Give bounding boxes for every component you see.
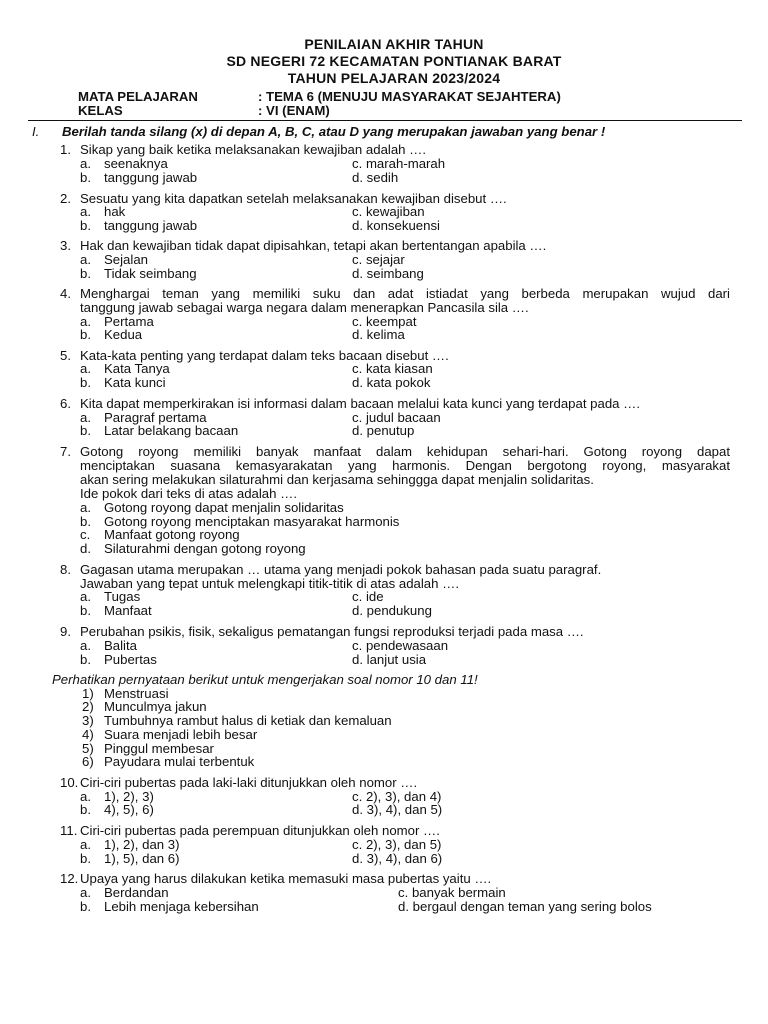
option-b: tanggung jawab [104, 170, 198, 185]
option-a: Pertama [104, 314, 154, 329]
option-a: Paragraf pertama [104, 410, 207, 425]
option-d-letter: d. [352, 603, 363, 618]
note-instruction: Perhatikan pernyataan berikut untuk mengerjakan soal nomor 10 dan 11! [52, 672, 478, 687]
option-d-text: konsekuensi [366, 218, 440, 233]
option-c-letter: c. [398, 885, 409, 900]
option-b-letter: b. [80, 327, 91, 342]
option-c [352, 362, 433, 376]
option-d-letter: d. [352, 375, 363, 390]
option-a: Tugas [104, 589, 141, 604]
option-b: Gotong royong menciptakan masyarakat harmonis [104, 514, 400, 529]
option-c-letter: c. [80, 527, 91, 542]
option-c-text: sejajar [365, 252, 405, 267]
option-a-letter: a. [80, 156, 91, 171]
question-stem: Upaya yang harus dilakukan ketika memasuki masa pubertas yaitu …. [80, 871, 492, 886]
option-b: Lebih menjaga kebersihan [104, 899, 259, 914]
option-b-letter: b. [80, 652, 91, 667]
question-stem: Sesuatu yang kita dapatkan setelah melaksanakan kewajiban disebut …. [80, 191, 507, 206]
option-d [352, 653, 426, 667]
question-number: 10. [60, 775, 79, 790]
option-c-text: ide [365, 589, 384, 604]
option-c-letter: c. [352, 410, 363, 425]
option-d-text: pendukung [366, 603, 432, 618]
option-d [352, 604, 432, 618]
option-b: Kedua [104, 327, 143, 342]
option-c-text: pendewasaan [365, 638, 449, 653]
question-stem-line-2: tanggung jawab sebagai warga negara dalam menerapkan Pancasila sila …. [80, 300, 529, 315]
subject-label: MATA PELAJARAN [78, 89, 198, 104]
list-item-number: 6) [82, 754, 94, 769]
option-c [352, 205, 425, 219]
option-d-letter: d. [352, 652, 363, 667]
option-a-letter: a. [80, 410, 91, 425]
question-number: 12. [60, 871, 79, 886]
option-c-letter: c. [352, 789, 363, 804]
option-b-letter: b. [80, 266, 91, 281]
option-c [398, 886, 506, 900]
option-d-text: kelima [366, 327, 405, 342]
option-c-text: 2), 3), dan 4) [365, 789, 442, 804]
list-item: Payudara mulai terbentuk [104, 754, 255, 769]
option-c [352, 157, 445, 171]
question-stem: Kata-kata penting yang terdapat dalam teks bacaan disebut …. [80, 348, 449, 363]
option-c-text: marah-marah [365, 156, 446, 171]
list-item: Menstruasi [104, 686, 169, 701]
option-c-letter: c. [352, 204, 363, 219]
option-a: seenaknya [104, 156, 168, 171]
class-value: : VI (ENAM) [258, 103, 330, 118]
option-b: Latar belakang bacaan [104, 423, 239, 438]
option-d [352, 803, 442, 817]
option-d [352, 376, 430, 390]
list-item-number: 5) [82, 741, 94, 756]
option-b-letter: b. [80, 899, 91, 914]
question-stem: Ciri-ciri pubertas pada laki-laki ditunjukkan oleh nomor …. [80, 775, 418, 790]
option-d-letter: d. [352, 266, 363, 281]
option-c [352, 639, 448, 653]
option-a: 1), 2), dan 3) [104, 837, 180, 852]
option-d-letter: d. [80, 541, 91, 556]
option-d [352, 424, 414, 438]
list-item-number: 3) [82, 713, 94, 728]
option-b: Pubertas [104, 652, 157, 667]
option-a-letter: a. [80, 252, 91, 267]
option-a-letter: a. [80, 500, 91, 515]
option-d-text: lanjut usia [366, 652, 427, 667]
option-d-text: sedih [366, 170, 399, 185]
question-stem: Sikap yang baik ketika melaksanakan kewajiban adalah …. [80, 142, 427, 157]
list-item: Munculmya jakun [104, 699, 207, 714]
option-d-letter: d. [352, 327, 363, 342]
option-d [352, 219, 440, 233]
option-c-letter: c. [352, 589, 363, 604]
option-a-letter: a. [80, 885, 91, 900]
option-b: 1), 5), dan 6) [104, 851, 180, 866]
question-stem-line-1: Gagasan utama merupakan … utama yang menjadi pokok bahasan pada suatu paragraf. [80, 562, 602, 577]
exam-title: PENILAIAN AKHIR TAHUN [304, 36, 484, 52]
section-number: I. [32, 124, 40, 139]
option-d-letter: d. [352, 851, 363, 866]
option-b-letter: b. [80, 218, 91, 233]
option-c-text: banyak bermain [411, 885, 506, 900]
option-c-letter: c. [352, 252, 363, 267]
option-c-letter: c. [352, 638, 363, 653]
list-item: Tumbuhnya rambut halus di ketiak dan kemaluan [104, 713, 392, 728]
question-number: 8. [60, 562, 71, 577]
option-a: 1), 2), 3) [104, 789, 154, 804]
question-number: 6. [60, 396, 71, 411]
option-d [352, 852, 442, 866]
question-stem: Ciri-ciri pubertas pada perempuan ditunjukkan oleh nomor …. [80, 823, 440, 838]
option-b-letter: b. [80, 170, 91, 185]
school-name: SD NEGERI 72 KECAMATAN PONTIANAK BARAT [226, 53, 562, 69]
option-b: tanggung jawab [104, 218, 198, 233]
option-b: Tidak seimbang [104, 266, 197, 281]
list-item: Suara menjadi lebih besar [104, 727, 258, 742]
question-stem-line-2: Jawaban yang tepat untuk melengkapi titik-titik di atas adalah …. [80, 576, 459, 591]
option-c-text: kata kiasan [365, 361, 433, 376]
option-c-letter: c. [352, 837, 363, 852]
question-stem-line-4: Ide pokok dari teks di atas adalah …. [80, 486, 297, 501]
list-item-number: 4) [82, 727, 94, 742]
option-d-letter: d. [352, 802, 363, 817]
question-stem-line-2: menciptakan suasana kemasyarakatan yang harmonis. Dengan bergotong royong, masyarakat [80, 458, 730, 473]
option-b-letter: b. [80, 603, 91, 618]
school-year: TAHUN PELAJARAN 2023/2024 [287, 70, 501, 86]
option-d [398, 900, 652, 914]
question-number: 1. [60, 142, 71, 157]
option-a: Berdandan [104, 885, 169, 900]
option-c [352, 253, 405, 267]
question-stem: Kita dapat memperkirakan isi informasi dalam bacaan melalui kata kunci yang terdapat pada …. [80, 396, 641, 411]
list-item-number: 1) [82, 686, 94, 701]
option-a: hak [104, 204, 126, 219]
section-instruction: Berilah tanda silang (x) di depan A, B, C, atau D yang merupakan jawaban yang benar ! [62, 124, 606, 139]
option-d [352, 171, 398, 185]
option-d [352, 267, 424, 281]
option-c-letter: c. [352, 361, 363, 376]
option-d-letter: d. [352, 170, 363, 185]
class-label: KELAS [78, 103, 123, 118]
option-a: Sejalan [104, 252, 148, 267]
option-c [352, 590, 384, 604]
question-number: 9. [60, 624, 71, 639]
option-d-text: penutup [366, 423, 415, 438]
option-d-text: kata pokok [366, 375, 431, 390]
option-a-letter: a. [80, 789, 91, 804]
option-d-text: 3), 4), dan 5) [366, 802, 443, 817]
option-c-text: keempat [365, 314, 417, 329]
option-d-letter: d. [398, 899, 409, 914]
option-d: Silaturahmi dengan gotong royong [104, 541, 306, 556]
option-a-letter: a. [80, 589, 91, 604]
option-d-text: 3), 4), dan 6) [366, 851, 443, 866]
option-c-letter: c. [352, 314, 363, 329]
question-stem-line-1: Menghargai teman yang memiliki suku dan adat istiadat yang berbeda merupakan wujud dari [80, 286, 730, 301]
list-item-number: 2) [82, 699, 94, 714]
option-c [352, 838, 441, 852]
option-b-letter: b. [80, 802, 91, 817]
list-item: Pinggul membesar [104, 741, 214, 756]
question-stem-line-1: Gotong royong memiliki banyak manfaat dalam kehidupan sehari-hari. Gotong royong dapat [80, 444, 730, 459]
option-d-text: bergaul dengan teman yang sering bolos [412, 899, 652, 914]
option-d-text: seimbang [366, 266, 424, 281]
header-divider [28, 120, 742, 121]
option-b: Kata kunci [104, 375, 166, 390]
option-c-text: judul bacaan [365, 410, 441, 425]
option-a-letter: a. [80, 361, 91, 376]
option-d-letter: d. [352, 423, 363, 438]
option-c-letter: c. [352, 156, 363, 171]
option-c-text: 2), 3), dan 5) [365, 837, 442, 852]
option-d-letter: d. [352, 218, 363, 233]
option-b-letter: b. [80, 851, 91, 866]
option-a-letter: a. [80, 837, 91, 852]
question-number: 5. [60, 348, 71, 363]
question-number: 2. [60, 191, 71, 206]
subject-value: : TEMA 6 (MENUJU MASYARAKAT SEJAHTERA) [258, 89, 561, 104]
option-a: Gotong royong dapat menjalin solidaritas [104, 500, 344, 515]
option-a-letter: a. [80, 204, 91, 219]
question-stem-line-3: akan sering melakukan silaturahmi dan kerjasama sehinggga dapat menjalin solidaritas. [80, 472, 594, 487]
option-a: Kata Tanya [104, 361, 170, 376]
question-number: 3. [60, 238, 71, 253]
option-b-letter: b. [80, 375, 91, 390]
option-b-letter: b. [80, 514, 91, 529]
option-b-letter: b. [80, 423, 91, 438]
option-b: Manfaat [104, 603, 152, 618]
option-a-letter: a. [80, 314, 91, 329]
question-stem: Perubahan psikis, fisik, sekaligus pematangan fungsi reproduksi terjadi pada masa …. [80, 624, 584, 639]
question-number: 7. [60, 444, 71, 459]
question-number: 11. [60, 823, 78, 838]
option-c-text: kewajiban [365, 204, 425, 219]
option-a: Balita [104, 638, 137, 653]
option-c: Manfaat gotong royong [104, 527, 240, 542]
question-number: 4. [60, 286, 71, 301]
question-stem: Hak dan kewajiban tidak dapat dipisahkan, tetapi akan bertentangan apabila …. [80, 238, 547, 253]
option-a-letter: a. [80, 638, 91, 653]
option-b: 4), 5), 6) [104, 802, 154, 817]
option-d [352, 328, 405, 342]
